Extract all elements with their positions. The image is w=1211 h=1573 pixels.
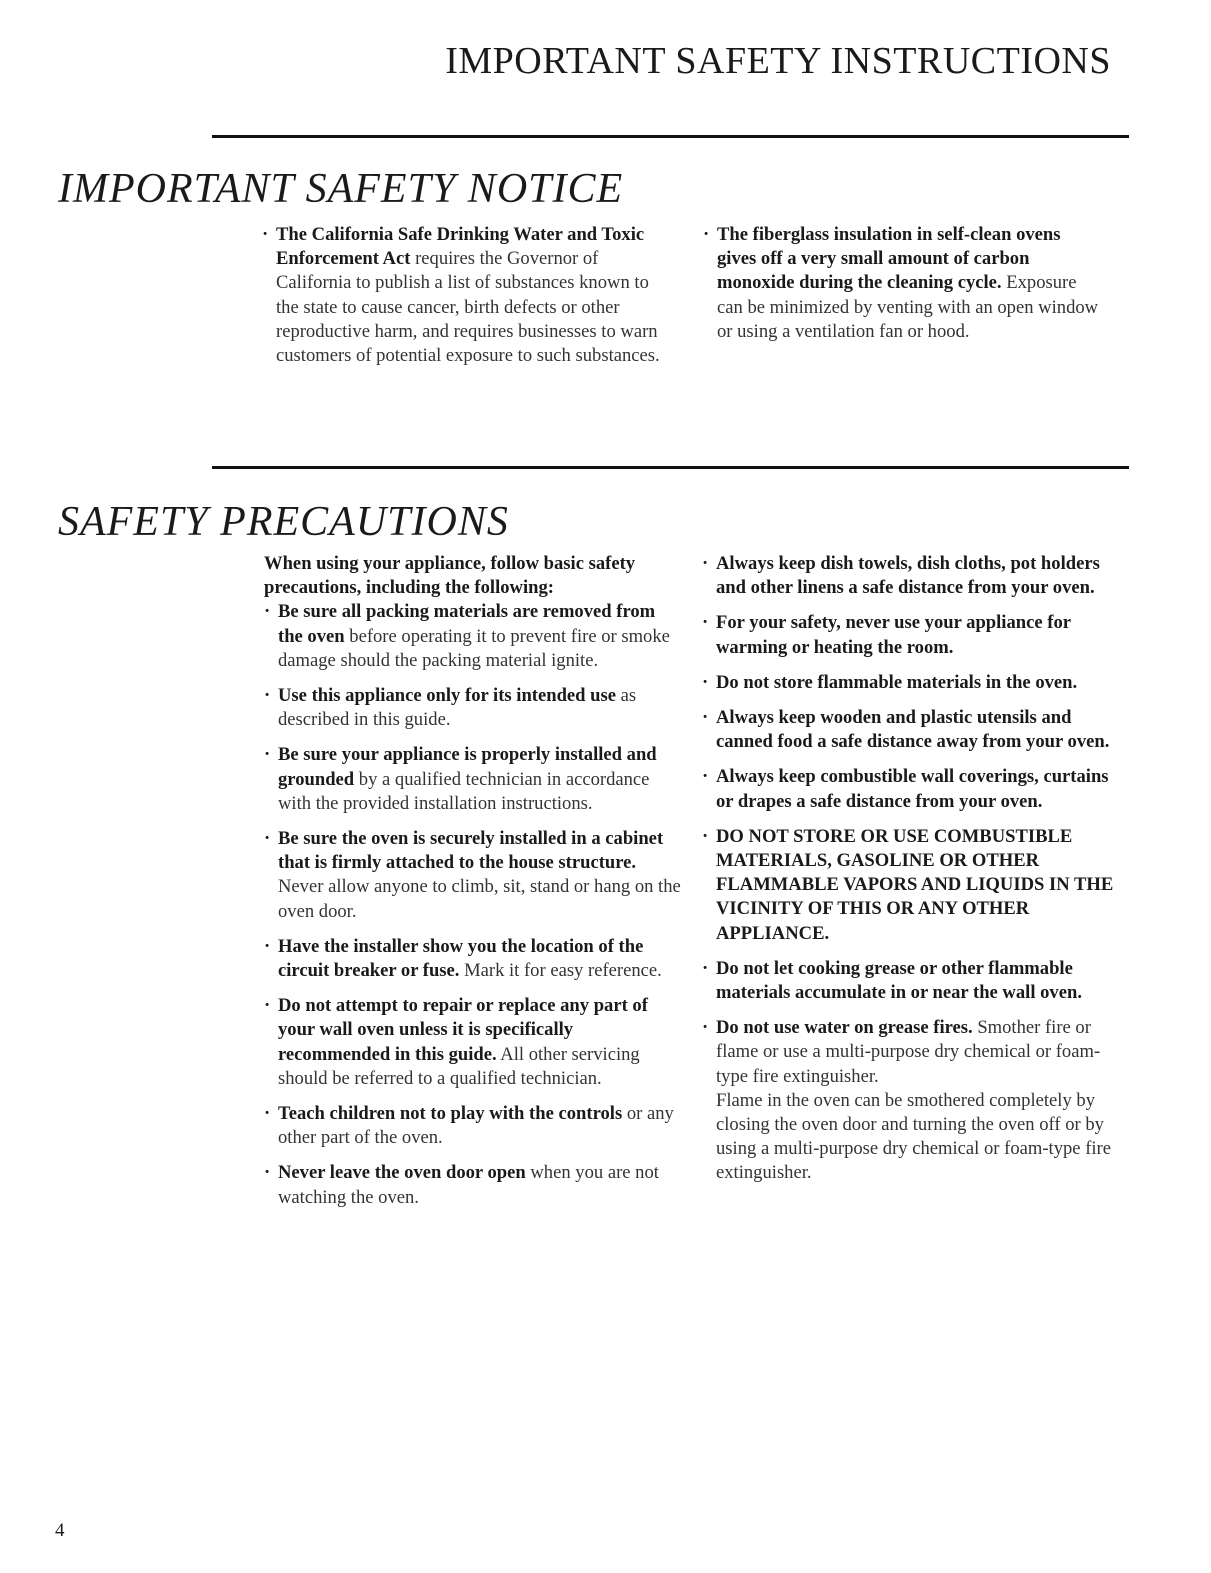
bullet-icon: · bbox=[702, 825, 709, 847]
bullet-icon: · bbox=[264, 995, 271, 1017]
list-item bbox=[264, 994, 684, 1091]
item-text: by a qualified technician in accordance with the provided installation instructions. bbox=[278, 768, 650, 814]
bullet-icon: · bbox=[264, 1103, 271, 1125]
list-item bbox=[702, 1016, 1122, 1185]
section-title-safety-notice: IMPORTANT SAFETY NOTICE bbox=[58, 166, 624, 212]
item-bold-text: Use this appliance only for its intended use bbox=[278, 685, 617, 707]
item-bold-text: The fiberglass insulation in self-clean ovens gives off a very small amount of carbon monoxide during the cleaning cycle. bbox=[717, 224, 1061, 294]
item-bold-text: Always keep combustible wall coverings, curtains or drapes a safe distance from your oven. bbox=[716, 766, 1109, 812]
item-text: Mark it for easy reference. bbox=[459, 960, 662, 982]
bullet-icon: · bbox=[702, 1017, 709, 1039]
page-number: 4 bbox=[55, 1520, 65, 1541]
item-text: All other servicing should be referred to a qualified technician. bbox=[278, 1043, 640, 1089]
list-item bbox=[264, 827, 684, 924]
bullet-icon: · bbox=[703, 224, 710, 245]
bullet-icon: · bbox=[702, 671, 709, 693]
page-header-title: IMPORTANT SAFETY INSTRUCTIONS bbox=[445, 40, 1111, 82]
bullet-icon: · bbox=[264, 828, 271, 850]
item-bold-text: Be sure your appliance is properly installed and grounded bbox=[278, 744, 657, 790]
item-bold-text: Do not store flammable materials in the oven. bbox=[716, 671, 1078, 693]
precautions-right-column bbox=[702, 552, 1122, 1197]
bullet-icon: · bbox=[702, 553, 709, 574]
item-bold-text: Do not let cooking grease or other flammable materials accumulate in or near the wall oven. bbox=[716, 957, 1082, 1004]
item-text: as described in this guide. bbox=[278, 685, 637, 731]
list-item bbox=[264, 1161, 684, 1209]
notice-california-act bbox=[262, 223, 662, 379]
list-item bbox=[703, 223, 1103, 344]
item-bold-text: Teach children not to play with the controls bbox=[278, 1103, 623, 1125]
list-item bbox=[702, 552, 1122, 600]
precautions-intro: When using your appliance, follow basic safety precautions, including the following: bbox=[264, 553, 636, 599]
item-bold-text: For your safety, never use your appliance for warming or heating the room. bbox=[716, 612, 1071, 658]
item-bold-text: Be sure the oven is securely installed in a cabinet that is firmly attached to the house structure. bbox=[278, 828, 664, 874]
item-bold-text: The California Safe Drinking Water and Toxic Enforcement Act bbox=[276, 224, 645, 270]
list-item bbox=[264, 743, 684, 816]
divider-rule bbox=[212, 135, 1129, 138]
item-bold-text: Always keep dish towels, dish cloths, pot holders and other linens a safe distance from your oven. bbox=[716, 553, 1100, 599]
bullet-icon: · bbox=[264, 1162, 271, 1184]
item-text: Never allow anyone to climb, sit, stand or hang on the oven door. bbox=[278, 876, 681, 922]
item-text: requires the Governor of California to publish a list of substances known to the state to cause cancer, birth defects or other reproductive harm, and requires businesses to warn customers of potential exposure to such substances. bbox=[276, 248, 660, 367]
section-title-safety-precautions: SAFETY PRECAUTIONS bbox=[58, 499, 509, 545]
precautions-left-column bbox=[264, 552, 684, 1221]
list-item bbox=[262, 223, 662, 368]
list-item bbox=[264, 935, 684, 983]
item-bold-text: DO NOT STORE OR USE COMBUSTIBLE MATERIALS, GASOLINE OR OTHER FLAMMABLE VAPORS AND LIQUIDS IN THE VICINITY OF THIS OR ANY OTHER APPLIANCE. bbox=[716, 825, 1114, 944]
bullet-icon: · bbox=[702, 707, 709, 729]
item-bold-text: Be sure all packing materials are removed from the oven bbox=[278, 601, 656, 647]
item-bold-text: Always keep wooden and plastic utensils and canned food a safe distance away from your oven. bbox=[716, 707, 1110, 753]
list-item bbox=[264, 600, 684, 673]
item-text: when you are not watching the oven. bbox=[278, 1162, 659, 1208]
item-text: Smother fire or flame or use a multi-purpose dry chemical or foam-type fire extinguisher. bbox=[716, 1017, 1101, 1087]
list-item bbox=[264, 684, 684, 732]
list-item bbox=[264, 1102, 684, 1150]
list-item bbox=[702, 671, 1122, 695]
list-item bbox=[702, 957, 1122, 1005]
item-bold-text: Do not attempt to repair or replace any part of your wall oven unless it is specifically recommended in this guide. bbox=[278, 995, 648, 1065]
item-continuation-text: Flame in the oven can be smothered completely by closing the oven door and turning the oven off or by using a multi-purpose dry chemical or foam-type fire extinguisher. bbox=[716, 1089, 1111, 1184]
bullet-icon: · bbox=[702, 612, 709, 634]
item-text: before operating it to prevent fire or smoke damage should the packing material ignite. bbox=[278, 625, 670, 671]
bullet-icon: · bbox=[702, 766, 709, 788]
bullet-icon: · bbox=[264, 935, 271, 957]
notice-fiberglass-insulation bbox=[703, 223, 1103, 355]
list-item bbox=[702, 765, 1122, 813]
item-bold-text: Never leave the oven door open bbox=[278, 1162, 526, 1184]
bullet-icon: · bbox=[264, 685, 271, 707]
bullet-icon: · bbox=[264, 744, 271, 766]
item-text: Exposure can be minimized by venting with an open window or using a ventilation fan or hood. bbox=[717, 272, 1099, 342]
list-item bbox=[702, 611, 1122, 659]
bullet-icon: · bbox=[702, 957, 709, 979]
item-bold-text: Do not use water on grease fires. bbox=[716, 1017, 973, 1039]
item-text: or any other part of the oven. bbox=[278, 1103, 674, 1149]
divider-rule bbox=[212, 466, 1129, 469]
item-bold-text: Have the installer show you the location of the circuit breaker or fuse. bbox=[278, 935, 644, 982]
list-item bbox=[702, 825, 1122, 946]
list-item bbox=[702, 706, 1122, 754]
bullet-icon: · bbox=[262, 224, 269, 245]
bullet-icon: · bbox=[264, 601, 271, 623]
